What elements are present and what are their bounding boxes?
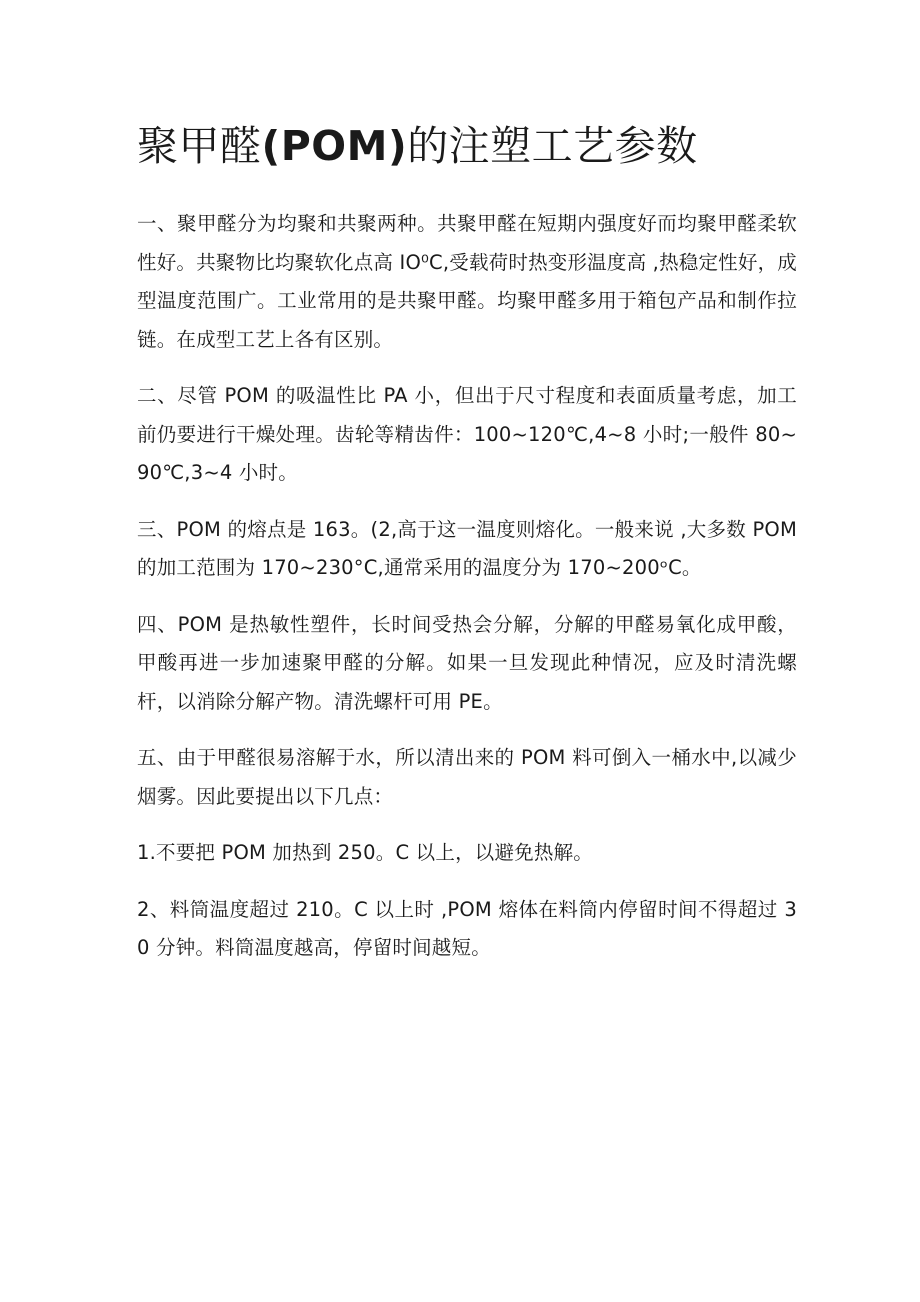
list-item-2: 2、料筒温度超过 210。C 以上时 ,POM 熔体在料筒内停留时间不得超过 30 分钟。料筒温度越高，停留时间越短。 bbox=[137, 897, 797, 959]
document-title bbox=[137, 118, 817, 174]
document-body bbox=[137, 205, 797, 986]
paragraph-3: 三、POM 的熔点是 163。(2,高于这一温度则熔化。一般来说 ,大多数 POM 的加工范围为 170~230°C,通常采用的温度分为 170~200ᵒC。 bbox=[137, 517, 797, 579]
title-prefix: 聚甲醛 bbox=[137, 122, 262, 170]
title-latin: (POM) bbox=[261, 122, 408, 170]
paragraph-5: 五、由于甲醛很易溶解于水，所以清出来的 POM 料可倒入一桶水中,以减少烟雾。因此要提出以下几点： bbox=[137, 746, 797, 808]
list-item-1: 1.不要把 POM 加热到 250。C 以上，以避免热解。 bbox=[137, 841, 593, 864]
title-suffix: 的注塑工艺参数 bbox=[407, 122, 698, 170]
paragraph-4: 四、POM 是热敏性塑件，长时间受热会分解，分解的甲醛易氧化成甲酸，甲酸再进一步加速聚甲醛的分解。如果一旦发现此种情况，应及时清洗螺杆，以消除分解产物。清洗螺杆可用 PE。 bbox=[137, 612, 797, 713]
paragraph-2: 二、尽管 POM 的吸温性比 PA 小，但出于尺寸程度和表面质量考虑，加工前仍要进行干燥处理。齿轮等精齿件：100~120℃,4~8 小时;一般件 80~90℃,3~4 小时。 bbox=[137, 384, 797, 484]
paragraph-1: 一、聚甲醛分为均聚和共聚两种。共聚甲醛在短期内强度好而均聚甲醛柔软性好。共聚物比均聚软化点高 IO⁰C,受载荷时热变形温度高 ,热稳定性好，成型温度范围广。工业常用的是共聚甲醛。均聚甲醛多用于箱包产品和制作拉链。在成型工艺上各有区别。 bbox=[137, 212, 797, 351]
